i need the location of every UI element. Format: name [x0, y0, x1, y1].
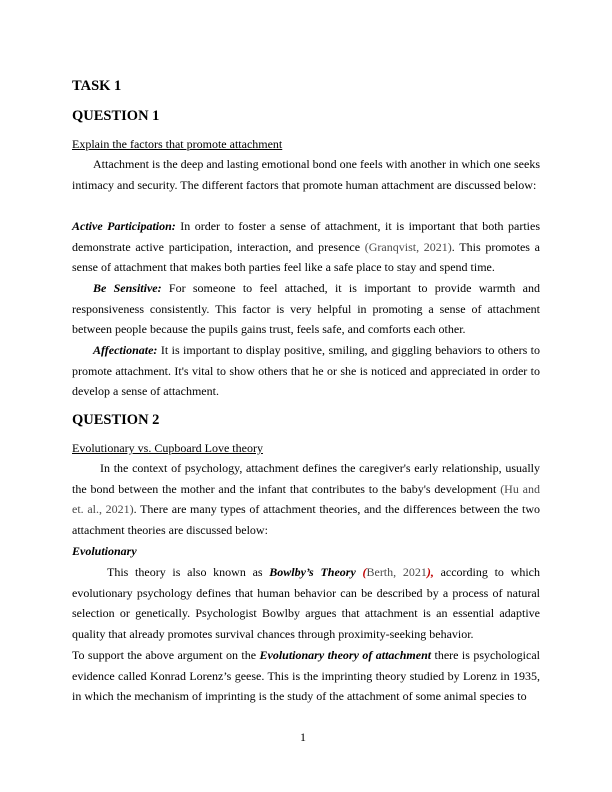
bowlby-theory-term: Bowlby’s Theory: [269, 565, 356, 579]
be-sensitive-text: For someone to feel attached, it is important to provide warmth and responsiveness consistently. This factor is very helpful in promoting a sense of attachment between people because the pupils gains trust, feels safe, and comforts each other.: [72, 281, 541, 337]
affectionate-label: Affectionate:: [93, 343, 158, 357]
paren-open: (: [355, 565, 367, 579]
support-text-2: there is psychological evidence called Konrad Lorenz’s geese. This is the imprinting theory studied by Lorenz in 1935, in which the mechanism of imprinting is the study of the attachment of some animal species to: [72, 648, 540, 704]
active-participation-text-2: . This promotes a sense of attachment that makes both parties feel like a safe place to stay and spend time.: [72, 239, 541, 275]
active-participation-label: Active Participation:: [72, 219, 176, 233]
q1-intro-paragraph: Attachment is the deep and lasting emotional bond one feels with another in which one seeks intimacy and security. The different factors that promote human attachment are discussed below:: [72, 157, 540, 192]
question-1-subheading: Explain the factors that promote attachment: [72, 137, 283, 151]
question-2-subheading: Evolutionary vs. Cupboard Love theory: [72, 441, 263, 455]
question-2-heading: QUESTION 2: [72, 412, 160, 428]
evolutionary-citation: Berth, 2021: [366, 565, 427, 579]
be-sensitive-paragraph: [72, 278, 540, 340]
active-participation-text: In order to foster a sense of attachment, it is important that both parties demonstrate active participation, interaction, and presence: [72, 219, 540, 254]
question-1-heading: QUESTION 1: [72, 108, 160, 124]
paren-close: ),: [426, 565, 434, 579]
active-participation-paragraph: [72, 216, 540, 278]
page-number: 1: [300, 730, 306, 744]
evolutionary-theory-term: Evolutionary theory of attachment: [259, 648, 432, 662]
q2-intro-text: In the context of psychology, attachment defines the caregiver's early relationship, usually the bond between the mother and the infant that contributes to the baby's development: [72, 461, 540, 496]
q2-intro-citation: (Hu and et. al., 2021): [72, 481, 540, 517]
q2-intro-paragraph: [72, 458, 540, 541]
active-participation-citation: (Granqvist, 2021): [364, 239, 452, 254]
support-paragraph: [72, 645, 540, 707]
affectionate-paragraph: [72, 340, 540, 402]
support-text: To support the above argument on the: [72, 648, 260, 662]
task-heading: TASK 1: [72, 78, 122, 94]
be-sensitive-label: Be Sensitive:: [93, 281, 162, 295]
evolutionary-paragraph: [72, 562, 540, 645]
evolutionary-heading: Evolutionary: [72, 544, 137, 558]
evolutionary-text: This theory is also known as: [107, 565, 270, 579]
affectionate-text: It is important to display positive, smiling, and giggling behaviors to others to promote attachment. It's vital to show others that he or she is noticed and appreciated in order to develop a sense of attachment.: [72, 343, 540, 399]
evolutionary-text-2: according to which evolutionary psychology defines that human behavior can be described by a process of natural selection or genetically. Psychologist Bowlby argues that attachment is an essential adaptive quality that already promotes survival chances through proximity-seeking behavior.: [72, 565, 540, 642]
q2-intro-text-2: . There are many types of attachment theories, and the differences between the two attachment theories are discussed below:: [72, 502, 540, 538]
